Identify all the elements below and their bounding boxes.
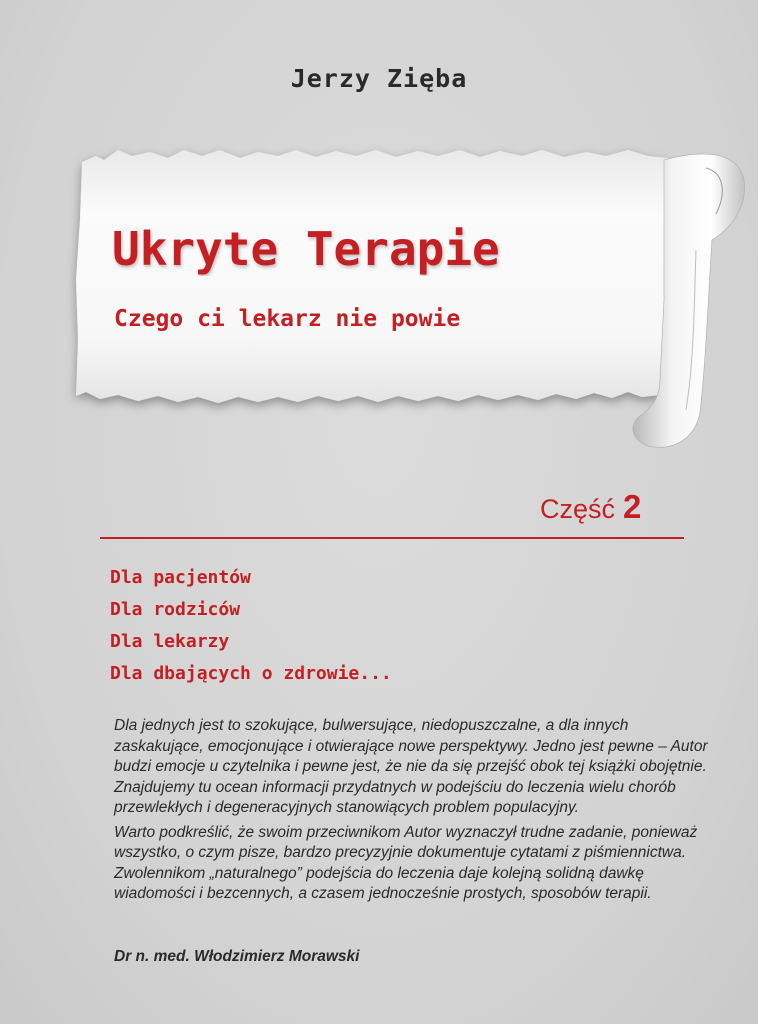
part-label: Część [540,494,616,524]
audience-item: Dla dbających o zdrowie... [110,663,392,684]
audience-item: Dla lekarzy [110,631,230,652]
audience-item: Dla rodziców [110,599,241,620]
part-number: 2 [623,488,642,525]
author-name: Jerzy Zięba [290,64,468,93]
reviewer-signature: Dr n. med. Włodzimierz Morawski [114,948,360,965]
blurb-paragraph: Dla jednych jest to szokujące, bulwersujące, niedopuszczalne, a dla innych zaskakujące, emocjonujące i otwierające nowe perspektywy. Jedno jest pewne – Autor budzi emocje u czytelnika i pewne jest, że nie da się przejść obok tej książki obojętnie. Znajdujemy tu ocean informacji przydatnych w podejściu do leczenia wielu chorób przewlekłych i degeneracyjnych stanowiących problem populacyjny. [114,717,708,816]
blurb-paragraph: Warto podkreślić, że swoim przeciwnikom Autor wyznaczył trudne zadanie, ponieważ wszystko, o czym pisze, bardzo precyzyjnie dokumentuje cytatami z piśmiennictwa. Zwolennikom „naturalnego” podejścia do leczenia daje kolejną solidną dawkę wiadomości i bezcennych, a czasem jednocześnie prostych, sposobów terapii. [114,823,698,902]
book-title: Ukryte Terapie [112,222,500,276]
torn-paper-strip [76,150,670,403]
book-subtitle: Czego ci lekarz nie powie [114,306,461,332]
red-divider [100,537,684,539]
audience-list [110,562,392,690]
back-blurb [114,716,714,909]
audience-item: Dla pacjentów [110,567,251,588]
part-indicator [540,488,641,526]
